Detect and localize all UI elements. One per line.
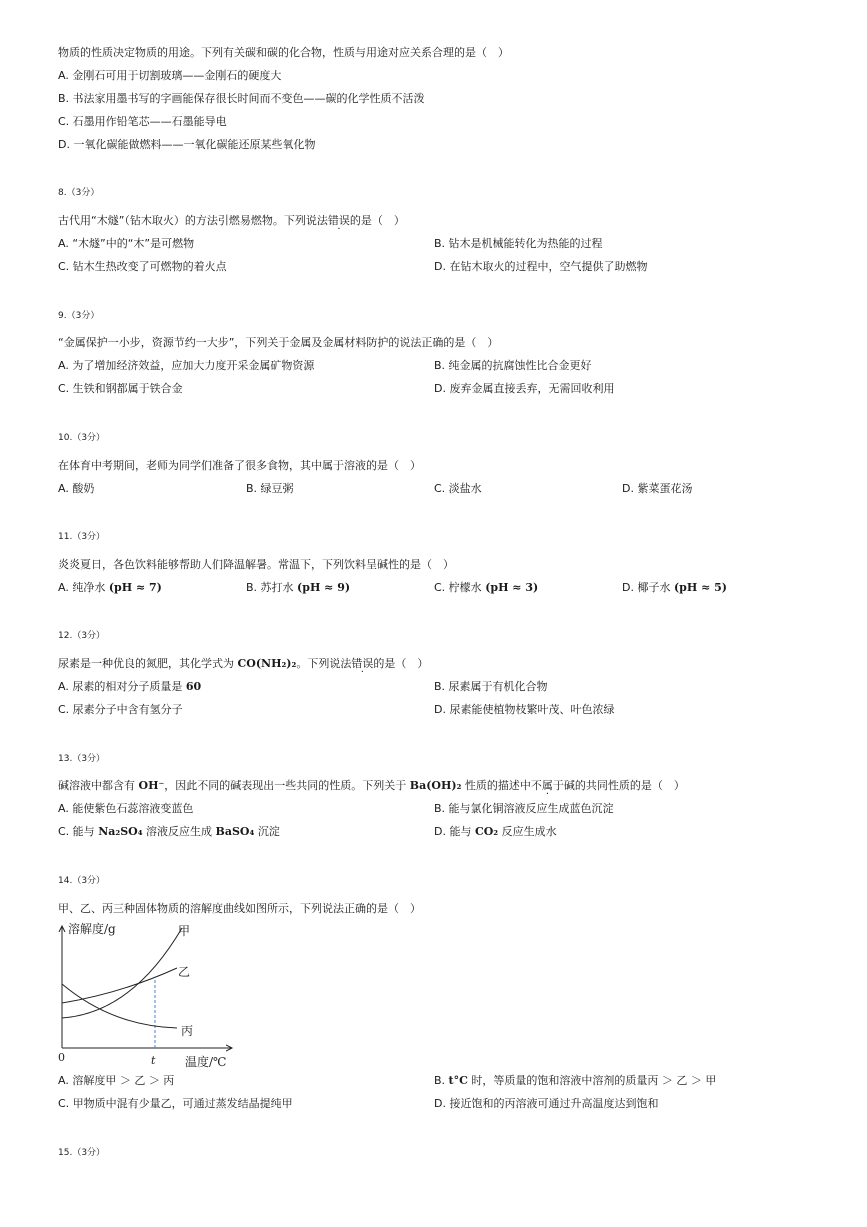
q8-option-b: B. 钻木是机械能转化为热能的过程 (434, 237, 603, 250)
q13-emphasis: 不属于 (530, 779, 564, 792)
curve-jia (62, 928, 182, 1018)
q12-option-b: B. 尿素属于有机化合物 (434, 680, 548, 693)
q8-option-d: D. 在钻木取火的过程中，空气提供了助燃物 (434, 260, 648, 273)
q12-option-c: C. 尿素分子中含有氢分子 (58, 703, 183, 716)
q8-option-c: C. 钻木生热改变了可燃物的着火点 (58, 260, 227, 273)
q7-stem: 物质的性质决定物质的用途。下列有关碳和碳的化合物，性质与用途对应关系合理的是（ ） (58, 46, 509, 59)
q11-option-d: D. 椰子水 (pH ≈ 5) (622, 581, 727, 594)
q8-stem: 古代用“木燧”（钻木取火）的方法引燃易燃物。下列说法错误的是（ ） (58, 214, 405, 227)
urea-formula: CO(NH₂)₂ (237, 657, 297, 670)
label-jia: 甲 (178, 924, 191, 938)
label-yi: 乙 (178, 965, 191, 979)
q11-number: 11.（3分） (58, 532, 106, 542)
q12-option-a: A. 尿素的相对分子质量是 60 (58, 680, 202, 693)
hydroxide-ion: OH⁻ (138, 779, 165, 792)
q12-option-d: D. 尿素能使植物枝繁叶茂、叶色浓绿 (434, 703, 615, 716)
q9-stem: “金属保护一小步，资源节约一大步”，下列关于金属及金属材料防护的说法正确的是（ ） (58, 336, 499, 349)
q7-option-a: A. 金刚石可用于切割玻璃——金刚石的硬度大 (58, 69, 282, 82)
q14-number: 14.（3分） (58, 876, 106, 886)
q14-option-b: B. t°C 时，等质量的饱和溶液中溶剂的质量丙 ＞ 乙 ＞ 甲 (434, 1074, 717, 1087)
q7-option-b: B. 书法家用墨书写的字画能保存很长时间而不变色——碳的化学性质不活泼 (58, 92, 425, 105)
q8-number: 8.（3分） (58, 188, 100, 198)
curve-bing (62, 984, 177, 1028)
q9-option-c: C. 生铁和钢都属于铁合金 (58, 382, 183, 395)
solubility-graph (52, 918, 252, 1070)
q14-option-a: A. 溶解度甲 ＞ 乙 ＞ 丙 (58, 1074, 175, 1087)
q14-stem: 甲、乙、丙三种固体物质的溶解度曲线如图所示，下列说法正确的是（ ） (58, 902, 421, 915)
q13-option-a: A. 能使紫色石蕊溶液变蓝色 (58, 802, 194, 815)
q7-option-d: D. 一氧化碳能做燃料——一氧化碳能还原某些氧化物 (58, 138, 316, 151)
t-label: t (151, 1054, 156, 1067)
q11-stem: 炎炎夏日，各色饮料能够帮助人们降温解暑。常温下，下列饮料呈碱性的是（ ） (58, 558, 454, 571)
q15-number: 15.（3分） (58, 1148, 106, 1158)
q10-option-a: A. 酸奶 (58, 482, 95, 495)
q14-option-c: C. 甲物质中混有少量乙，可通过蒸发结晶提纯甲 (58, 1097, 293, 1110)
q12-number: 12.（3分） (58, 631, 106, 641)
q10-option-d: D. 紫菜蛋花汤 (622, 482, 693, 495)
q8-emphasis: 错误 (327, 214, 350, 227)
q11-option-b: B. 苏打水 (pH ≈ 9) (246, 581, 351, 594)
q13-option-c: C. 能与 Na₂SO₄ 溶液反应生成 BaSO₄ 沉淀 (58, 825, 280, 838)
origin-label: 0 (58, 1051, 65, 1064)
q10-stem: 在体育中考期间，老师为同学们准备了很多食物，其中属于溶液的是（ ） (58, 459, 421, 472)
label-bing: 丙 (181, 1024, 194, 1038)
q13-number: 13.（3分） (58, 754, 106, 764)
q13-option-b: B. 能与氯化铜溶液反应生成蓝色沉淀 (434, 802, 614, 815)
q9-option-a: A. 为了增加经济效益，应加大力度开采金属矿物资源 (58, 359, 315, 372)
q11-option-c: C. 柠檬水 (pH ≈ 3) (434, 581, 539, 594)
barium-hydroxide-formula: Ba(OH)₂ (409, 779, 462, 792)
q9-option-b: B. 纯金属的抗腐蚀性比合金更好 (434, 359, 592, 372)
q9-number: 9.（3分） (58, 311, 100, 321)
y-axis-label: 溶解度/g (68, 922, 116, 936)
x-axis-label: 温度/℃ (185, 1055, 227, 1069)
q10-option-b: B. 绿豆粥 (246, 482, 294, 495)
q12-emphasis: 错误 (351, 657, 374, 670)
q7-option-c: C. 石墨用作铅笔芯——石墨能导电 (58, 115, 227, 128)
q9-option-d: D. 废弃金属直接丢弃，无需回收利用 (434, 382, 615, 395)
q14-option-d: D. 接近饱和的丙溶液可通过升高温度达到饱和 (434, 1097, 659, 1110)
q10-number: 10.（3分） (58, 433, 106, 443)
q13-stem: 碱溶液中都含有 OH⁻，因此不同的碱表现出一些共同的性质。下列关于 Ba(OH)₂ 性质的描述中不属于碱的共同性质的是（ ） (58, 779, 685, 792)
q8-option-a: A. “木燧”中的“木”是可燃物 (58, 237, 195, 250)
q11-option-a: A. 纯净水 (pH ≈ 7) (58, 581, 162, 594)
q10-option-c: C. 淡盐水 (434, 482, 482, 495)
q12-stem: 尿素是一种优良的氮肥，其化学式为 CO(NH₂)₂。下列说法错误的是（ ） (58, 657, 429, 670)
q13-option-d: D. 能与 CO₂ 反应生成水 (434, 825, 557, 838)
